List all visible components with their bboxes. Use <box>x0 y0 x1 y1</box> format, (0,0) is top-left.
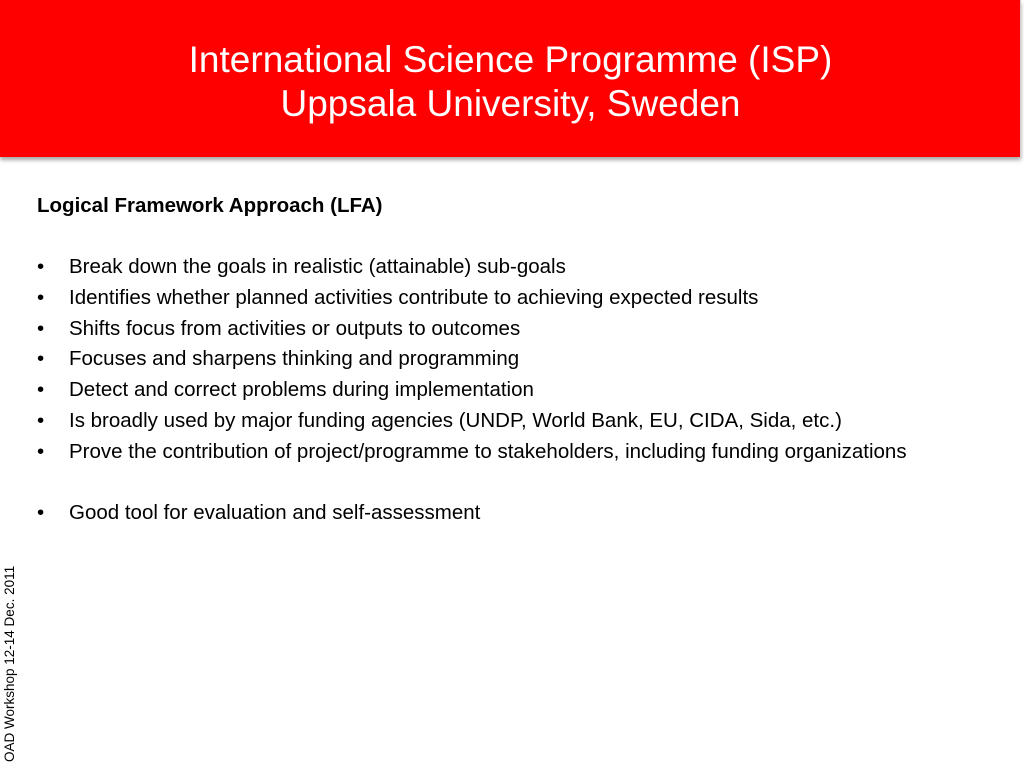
bullet-item <box>37 283 977 314</box>
spacer <box>37 467 977 498</box>
slide-title <box>0 38 1021 126</box>
bullet-item <box>37 406 977 437</box>
bullet-text: Identifies whether planned activities contribute to achieving expected results <box>69 286 759 310</box>
bullet-glyph: • <box>37 439 45 463</box>
bullet-item <box>37 498 977 529</box>
bullet-text: Focuses and sharpens thinking and programming <box>69 347 520 371</box>
bullet-glyph: • <box>37 316 45 340</box>
bullet-glyph: • <box>37 286 45 310</box>
bullet-glyph: • <box>37 347 45 371</box>
slide-body <box>37 191 977 529</box>
bullet-item <box>37 314 977 345</box>
spacer <box>37 222 977 253</box>
bullet-text: Good tool for evaluation and self-assessment <box>69 500 481 524</box>
bullet-list <box>37 252 977 467</box>
bullet-text: Break down the goals in realistic (attainable) sub-goals <box>69 255 566 279</box>
slide-title-line-1: International Science Programme (ISP) <box>188 39 833 80</box>
workshop-side-label: OAD Workshop 12-14 Dec. 2011 <box>2 565 17 762</box>
bullet-item <box>37 252 977 283</box>
bullet-text: Detect and correct problems during implementation <box>69 378 534 402</box>
slide-title-line-2: Uppsala University, Sweden <box>280 83 741 124</box>
summary-bullet-list <box>37 498 977 529</box>
bullet-item <box>37 344 977 375</box>
title-banner <box>0 0 1021 157</box>
bullet-text: Is broadly used by major funding agencies (UNDP, World Bank, EU, CIDA, Sida, etc.) <box>69 408 842 432</box>
bullet-item <box>37 375 977 406</box>
bullet-glyph: • <box>37 408 45 432</box>
bullet-text: Shifts focus from activities or outputs to outcomes <box>69 316 521 340</box>
bullet-glyph: • <box>37 378 45 402</box>
bullet-item <box>37 437 977 468</box>
section-heading: Logical Framework Approach (LFA) <box>37 194 383 217</box>
bullet-text: Prove the contribution of project/programme to stakeholders, including funding organizations <box>69 439 907 463</box>
bullet-glyph: • <box>37 500 45 524</box>
bullet-glyph: • <box>37 255 45 279</box>
